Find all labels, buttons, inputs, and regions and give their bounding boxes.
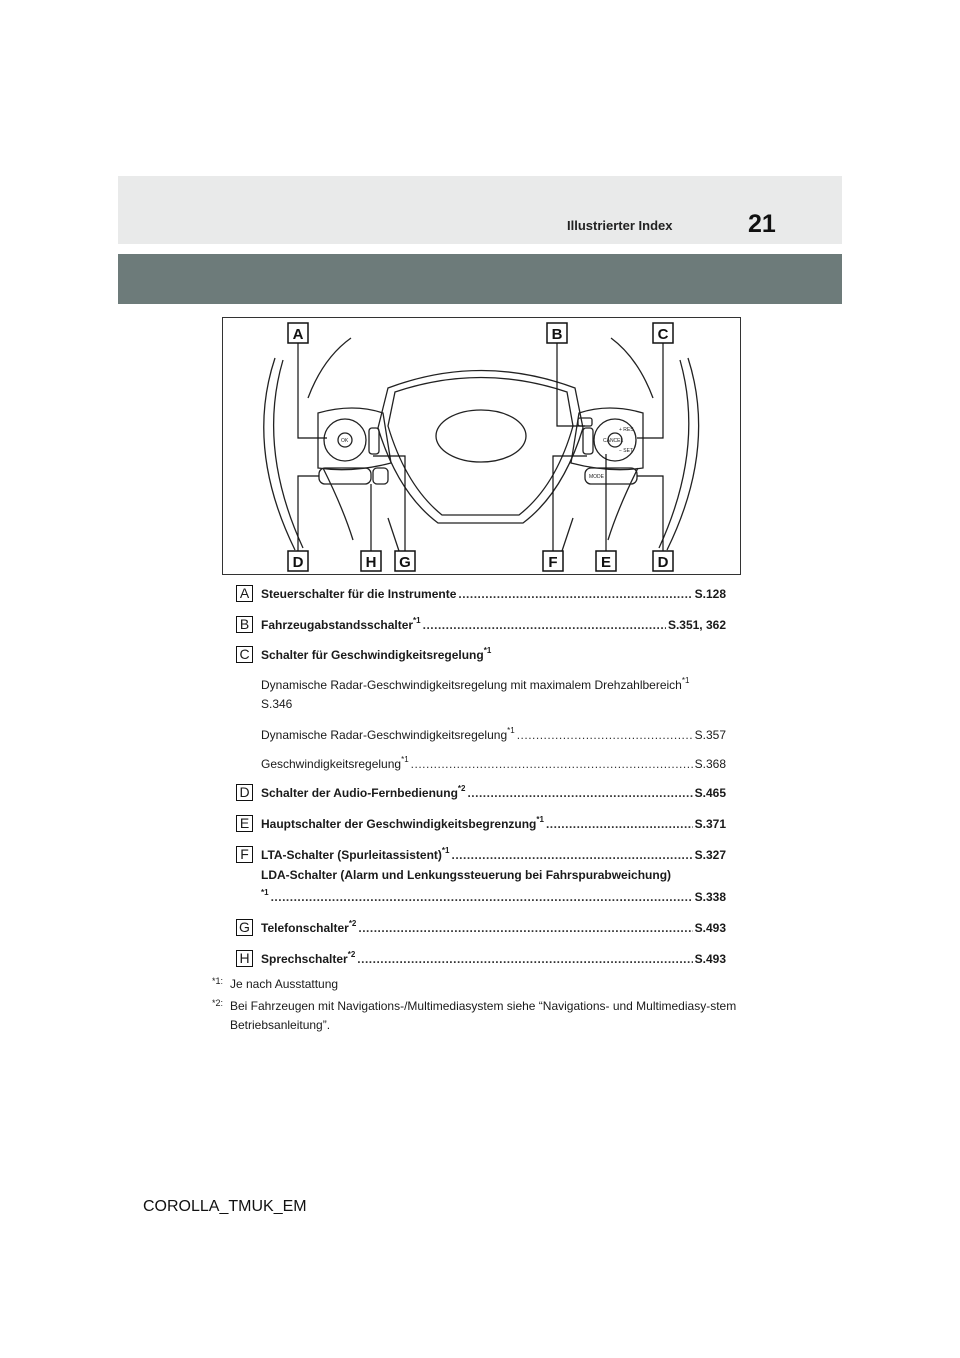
distance-switch — [578, 418, 592, 426]
section-title: Illustrierter Index — [567, 218, 673, 233]
talk-switch — [373, 468, 388, 484]
subentry-page[interactable]: S.357 — [694, 728, 726, 742]
callout-c: C — [657, 326, 669, 343]
page-number: 21 — [748, 210, 776, 238]
callout-h: H — [365, 554, 377, 571]
entry-label: Sprechschalter — [261, 952, 348, 966]
entry-label-2: LDA-Schalter (Alarm und Lenkungssteuerung bei Fahrspurabweichung) — [261, 868, 672, 882]
entry-label: Fahrzeugabstandsschalter — [261, 618, 414, 632]
header-band — [118, 176, 842, 244]
entry-page[interactable]: S.351, 362 — [667, 618, 726, 632]
leader-d-left — [298, 476, 319, 552]
callout-d-right: D — [657, 554, 669, 571]
footnotes — [212, 975, 752, 1035]
footnote-mark: *2: — [212, 998, 224, 1008]
hub-outline — [378, 371, 583, 524]
res-label: + RES — [619, 427, 634, 433]
callout-d-left: D — [292, 554, 304, 571]
subentry-page[interactable]: S.368 — [694, 757, 726, 771]
entry-page[interactable]: S.128 — [694, 587, 726, 601]
footnote-1 — [212, 975, 752, 994]
entry-label: Schalter der Audio-Fernbedienung — [261, 786, 458, 800]
entry-label: LTA-Schalter (Spurleitassistent) — [261, 848, 442, 862]
footnote-ref: *1 — [413, 616, 421, 625]
subentry-label: Dynamische Radar-Geschwindigkeitsregelung mit maximalem Drehzahlbereich — [261, 678, 682, 692]
footnote-2 — [212, 997, 752, 1035]
lta-switch — [583, 428, 593, 454]
leader-f — [553, 456, 587, 552]
callout-g: G — [399, 554, 411, 571]
entry-page[interactable]: S.327 — [694, 848, 726, 862]
footnote-ref: *1 — [681, 676, 690, 685]
title-bar — [118, 254, 842, 304]
callout-f: F — [548, 554, 558, 571]
callout-b: B — [551, 326, 563, 343]
callout-e: E — [600, 554, 612, 571]
footnote-ref: *1 — [536, 815, 544, 824]
leader-c — [637, 338, 663, 438]
footnote-ref: *1 — [483, 646, 492, 655]
steering-wheel-illustration — [222, 317, 741, 575]
airbag-emblem — [436, 410, 526, 462]
cancel-label: CANCEL — [603, 438, 624, 444]
document-code: COROLLA_TMUK_EM — [143, 1198, 307, 1215]
rim-right-outer — [667, 358, 699, 550]
footnote-text: Je nach Ausstattung — [230, 977, 339, 991]
entry-page[interactable]: S.493 — [694, 952, 726, 966]
footnote-ref: *1 — [441, 846, 450, 855]
footnote-ref: *1 — [507, 726, 515, 735]
ok-label: OK — [341, 438, 349, 444]
marker-g: G — [236, 919, 253, 936]
entry-page[interactable]: S.371 — [694, 817, 726, 831]
subentry-label: Geschwindigkeitsregelung — [261, 757, 402, 771]
entry-label: Steuerschalter für die Instrumente — [261, 587, 457, 601]
footnote-ref: *1 — [401, 755, 409, 764]
mode-label: MODE — [589, 474, 604, 480]
footnote-mark: *1: — [212, 976, 224, 986]
entry-label: Hauptschalter der Geschwindigkeitsbegrenzung — [261, 817, 537, 831]
steering-wheel-drawing — [223, 318, 739, 573]
subentry-page[interactable]: S.346 — [261, 697, 293, 711]
footnote-ref: *2 — [347, 950, 356, 959]
callout-a: A — [292, 326, 304, 343]
marker-c: C — [236, 646, 253, 663]
marker-f: F — [236, 846, 253, 863]
marker-e: E — [236, 815, 253, 832]
entry-label: Telefonschalter — [261, 921, 349, 935]
marker-a: A — [236, 585, 253, 602]
rim-left-outer — [264, 358, 295, 550]
marker-h: H — [236, 950, 253, 967]
leader-d-right — [637, 476, 663, 552]
marker-d: D — [236, 784, 253, 801]
footnote-ref: *2 — [348, 919, 357, 928]
entry-page[interactable]: S.493 — [694, 921, 726, 935]
subentry-label: Dynamische Radar-Geschwindigkeitsregelung — [261, 728, 508, 742]
marker-b: B — [236, 616, 253, 633]
entry-page[interactable]: S.465 — [694, 786, 726, 800]
leader-g — [373, 456, 405, 552]
phone-switch — [369, 428, 379, 454]
footnote-ref: *1 — [261, 888, 269, 897]
footnote-text: Bei Fahrzeugen mit Navigations-/Multimediasystem siehe “Navigations- und Multimediasy-stem Betriebsanleitung”. — [230, 999, 737, 1032]
entry-page-2[interactable]: S.338 — [694, 890, 726, 904]
entry-label: Schalter für Geschwindigkeitsregelung — [261, 648, 484, 662]
footnote-ref: *2 — [457, 784, 466, 793]
set-label: − SET — [619, 448, 634, 454]
